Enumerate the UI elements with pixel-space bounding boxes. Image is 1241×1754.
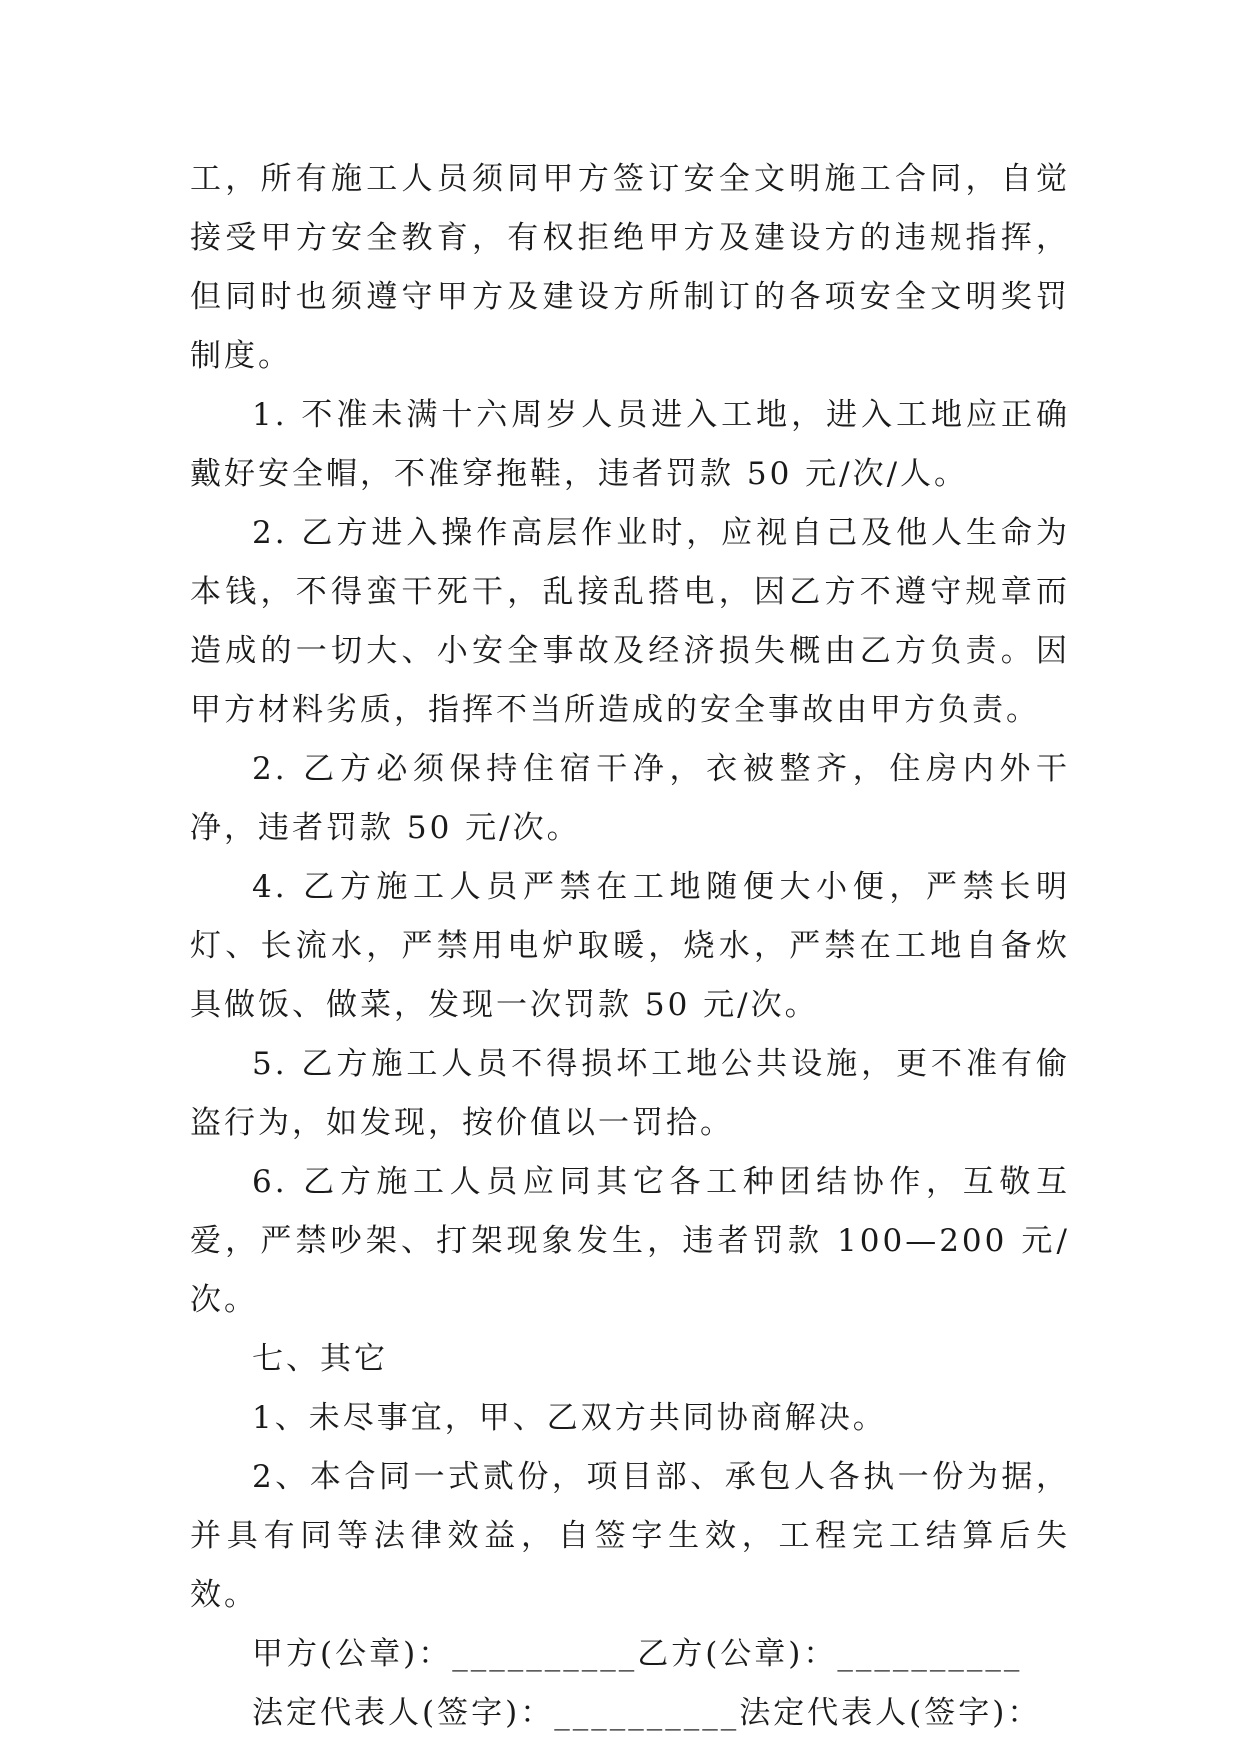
signature-line-representative: 法定代表人(签字)：__________法定代表人(签字)： — [252, 1695, 1042, 1731]
paragraph-rule-6: 6. 乙方施工人员应同其它各工种团结协作，互敬互爱，严禁吵架、打架现象发生，违者罚款 100—200 元/次。 — [190, 1164, 1070, 1318]
document-page — [190, 150, 1070, 1743]
paragraph-other-2: 2、本合同一式贰份，项目部、承包人各执一份为据，并具有同等法律效益，自签字生效，工程完工结算后失效。 — [190, 1459, 1070, 1613]
paragraph-rule-5: 5. 乙方施工人员不得损坏工地公共设施，更不准有偷盗行为，如发现，按价值以一罚拾。 — [190, 1046, 1070, 1141]
paragraph-rule-1: 1. 不准未满十六周岁人员进入工地，进入工地应正确戴好安全帽，不准穿拖鞋，违者罚款 50 元/次/人。 — [190, 397, 1070, 492]
paragraph-rule-2: 2. 乙方进入操作高层作业时，应视自己及他人生命为本钱，不得蛮干死干，乱接乱搭电，因乙方不遵守规章而造成的一切大、小安全事故及经济损失概由乙方负责。因甲方材料劣质，指挥不当所造成的安全事故由甲方负责。 — [190, 515, 1070, 728]
paragraph-rule-3: 2. 乙方必须保持住宿干净，衣被整齐，住房内外干净，违者罚款 50 元/次。 — [190, 751, 1070, 846]
signature-line-seal: 甲方(公章)：__________乙方(公章)：__________ — [252, 1636, 1023, 1672]
paragraph-other-1: 1、未尽事宜，甲、乙双方共同协商解决。 — [252, 1400, 887, 1436]
paragraph-rule-4: 4. 乙方施工人员严禁在工地随便大小便，严禁长明灯、长流水，严禁用电炉取暖，烧水，严禁在工地自备炊具做饭、做菜，发现一次罚款 50 元/次。 — [190, 869, 1070, 1023]
paragraph-continuation: 工，所有施工人员须同甲方签订安全文明施工合同，自觉接受甲方安全教育，有权拒绝甲方及建设方的违规指挥，但同时也须遵守甲方及建设方所制订的各项安全文明奖罚制度。 — [190, 161, 1070, 374]
section-heading-other: 七、其它 — [252, 1341, 388, 1377]
